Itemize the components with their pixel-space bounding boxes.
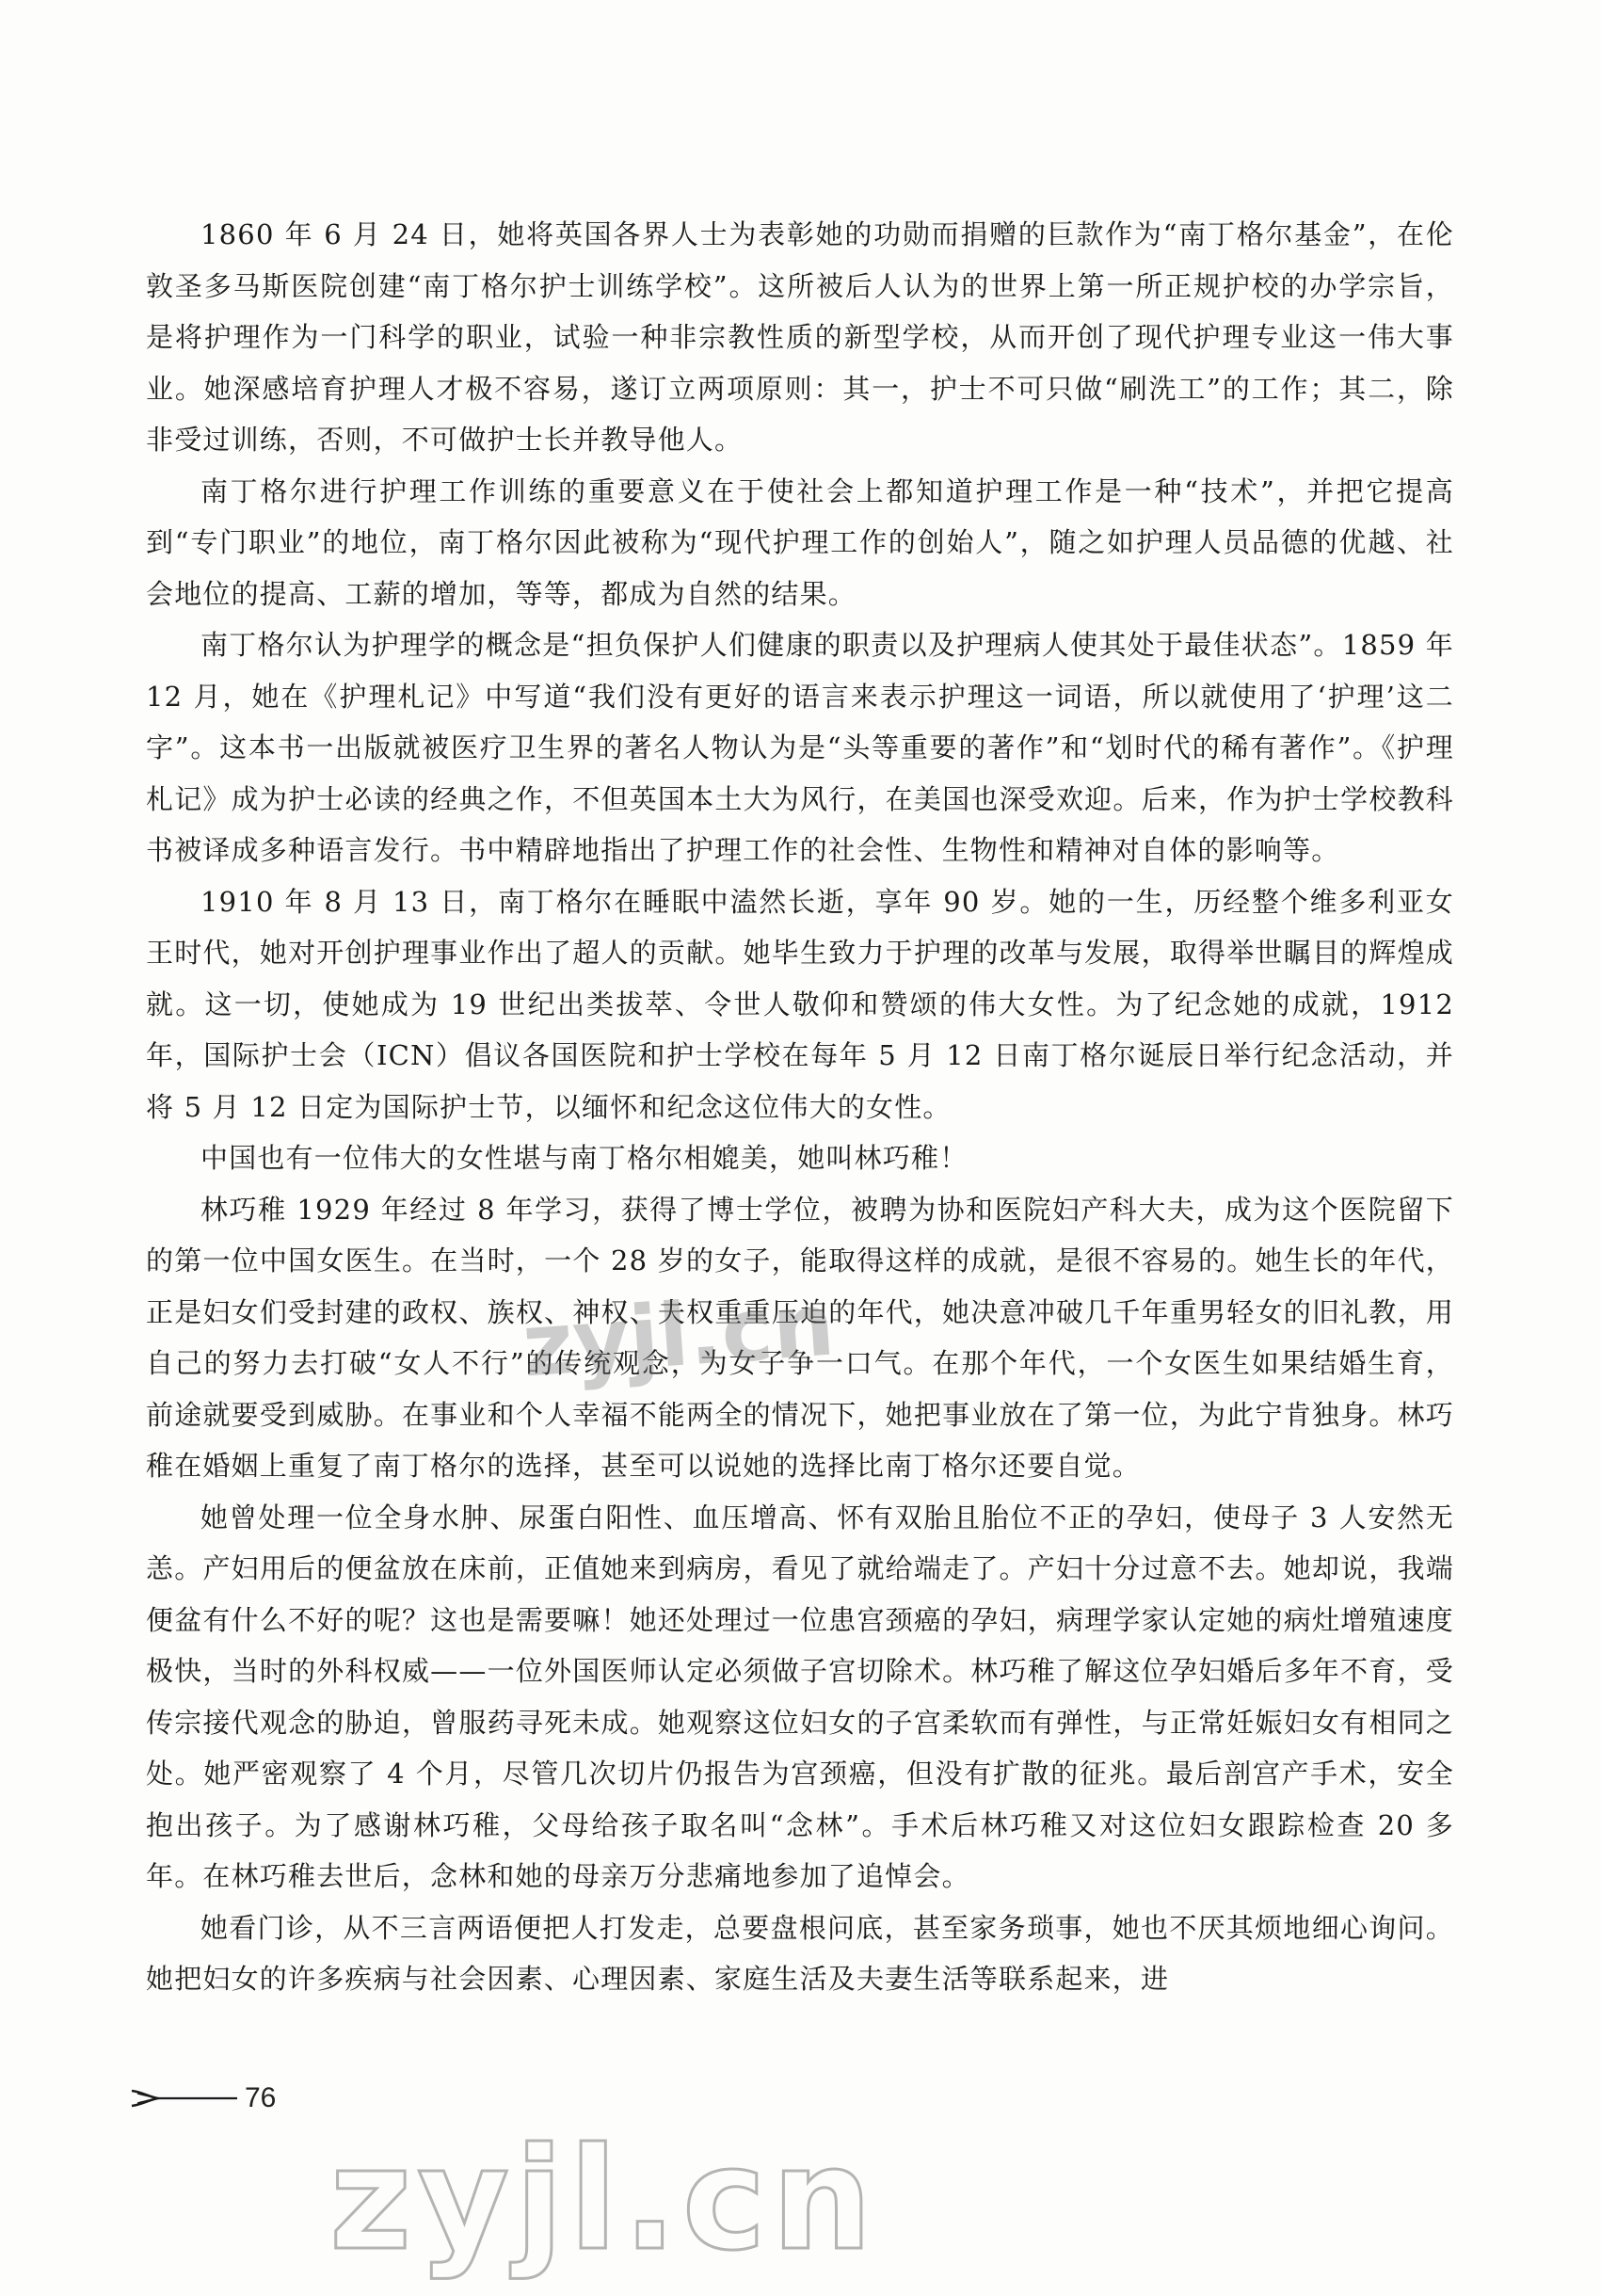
watermark-bottom: zyjl.cn [329,2118,878,2282]
paragraph-4: 1910 年 8 月 13 日，南丁格尔在睡眠中溘然长逝，享年 90 岁。她的一生，历经整个维多利亚女王时代，她对开创护理事业作出了超人的贡献。她毕生致力于护理的改革与发展，取得举世瞩目的辉煌成就。这一切，使她成为 19 世纪出类拔萃、令世人敬仰和赞颂的伟大女性。为了纪念她的成就，1912 年，国际护士会（ICN）倡议各国医院和护士学校在每年 5 月 12 日南丁格尔诞辰日举行纪念活动，并将 5 月 12 日定为国际护士节，以缅怀和纪念这位伟大的女性。 [146,885,1454,1123]
paragraph-7: 她曾处理一位全身水肿、尿蛋白阳性、血压增高、怀有双胎且胎位不正的孕妇，使母子 3 人安然无恙。产妇用后的便盆放在床前，正值她来到病房，看见了就给端走了。产妇十分过意不去。她却说，我端便盆有什么不好的呢？这也是需要嘛！她还处理过一位患宫颈癌的孕妇，病理学家认定她的病灶增殖速度极快，当时的外科权威——一位外国医师认定必须做子宫切除术。林巧稚了解这位孕妇婚后多年不育，受传宗接代观念的胁迫，曾服药寻死未成。她观察这位妇女的子宫柔软而有弹性，与正常妊娠妇女有相同之处。她严密观察了 4 个月，尽管几次切片仍报告为宫颈癌，但没有扩散的征兆。最后剖宫产手术，安全抱出孩子。为了感谢林巧稚，父母给孩子取名叫“念林”。手术后林巧稚又对这位妇女跟踪检查 20 多年。在林巧稚去世后，念林和她的母亲万分悲痛地参加了追悼会。 [146,1501,1454,1892]
page-footer [130,2082,276,2114]
paragraph-3: 南丁格尔认为护理学的概念是“担负保护人们健康的职责以及护理病人使其处于最佳状态”。1859 年 12 月，她在《护理札记》中写道“我们没有更好的语言来表示护理这一词语，所以就使用了‘护理’这二字”。这本书一出版就被医疗卫生界的著名人物认为是“头等重要的著作”和“划时代的稀有著作”。《护理札记》成为护士必读的经典之作，不但英国本土大为风行，在美国也深受欢迎。后来，作为护士学校教科书被译成多种语言发行。书中精辟地指出了护理工作的社会性、生物性和精神对自体的影响等。 [146,629,1454,866]
watermark-middle: zyjl.cn [519,1274,838,1397]
scissor-ornament-icon [130,2086,239,2111]
body-text [146,209,1454,2005]
page-number: 76 [245,2082,277,2113]
paragraph-2: 南丁格尔进行护理工作训练的重要意义在于使社会上都知道护理工作是一种“技术”，并把它提高到“专门职业”的地位，南丁格尔因此被称为“现代护理工作的创始人”，随之如护理人员品德的优越、社会地位的提高、工薪的增加，等等，都成为自然的结果。 [146,474,1454,610]
paragraph-1: 1860 年 6 月 24 日，她将英国各界人士为表彰她的功勋而捐赠的巨款作为“南丁格尔基金”，在伦敦圣多马斯医院创建“南丁格尔护士训练学校”。这所被后人认为的世界上第一所正规护校的办学宗旨，是将护理作为一门科学的职业，试验一种非宗教性质的新型学校，从而开创了现代护理专业这一伟大事业。她深感培育护理人才极不容易，遂订立两项原则：其一，护士不可只做“刷洗工”的工作；其二，除非受过训练，否则，不可做护士长并教导他人。 [146,218,1454,456]
paragraph-5: 中国也有一位伟大的女性堪与南丁格尔相媲美，她叫林巧稚！ [200,1142,969,1174]
paragraph-8: 她看门诊，从不三言两语便把人打发走，总要盘根问底，甚至家务琐事，她也不厌其烦地细心询问。她把妇女的许多疾病与社会因素、心理因素、家庭生活及夫妻生活等联系起来，进 [146,1911,1454,1995]
paragraph-6: 林巧稚 1929 年经过 8 年学习，获得了博士学位，被聘为协和医院妇产科大夫，成为这个医院留下的第一位中国女医生。在当时，一个 28 岁的女子，能取得这样的成就，是很不容易的。她生长的年代，正是妇女们受封建的政权、族权、神权、夫权重重压迫的年代，她决意冲破几千年重男轻女的旧礼教，用自己的努力去打破“女人不行”的传统观念，为女子争一口气。在那个年代，一个女医生如果结婚生育，前途就要受到威胁。在事业和个人幸福不能两全的情况下，她把事业放在了第一位，为此宁肯独身。林巧稚在婚姻上重复了南丁格尔的选择，甚至可以说她的选择比南丁格尔还要自觉。 [146,1193,1454,1482]
